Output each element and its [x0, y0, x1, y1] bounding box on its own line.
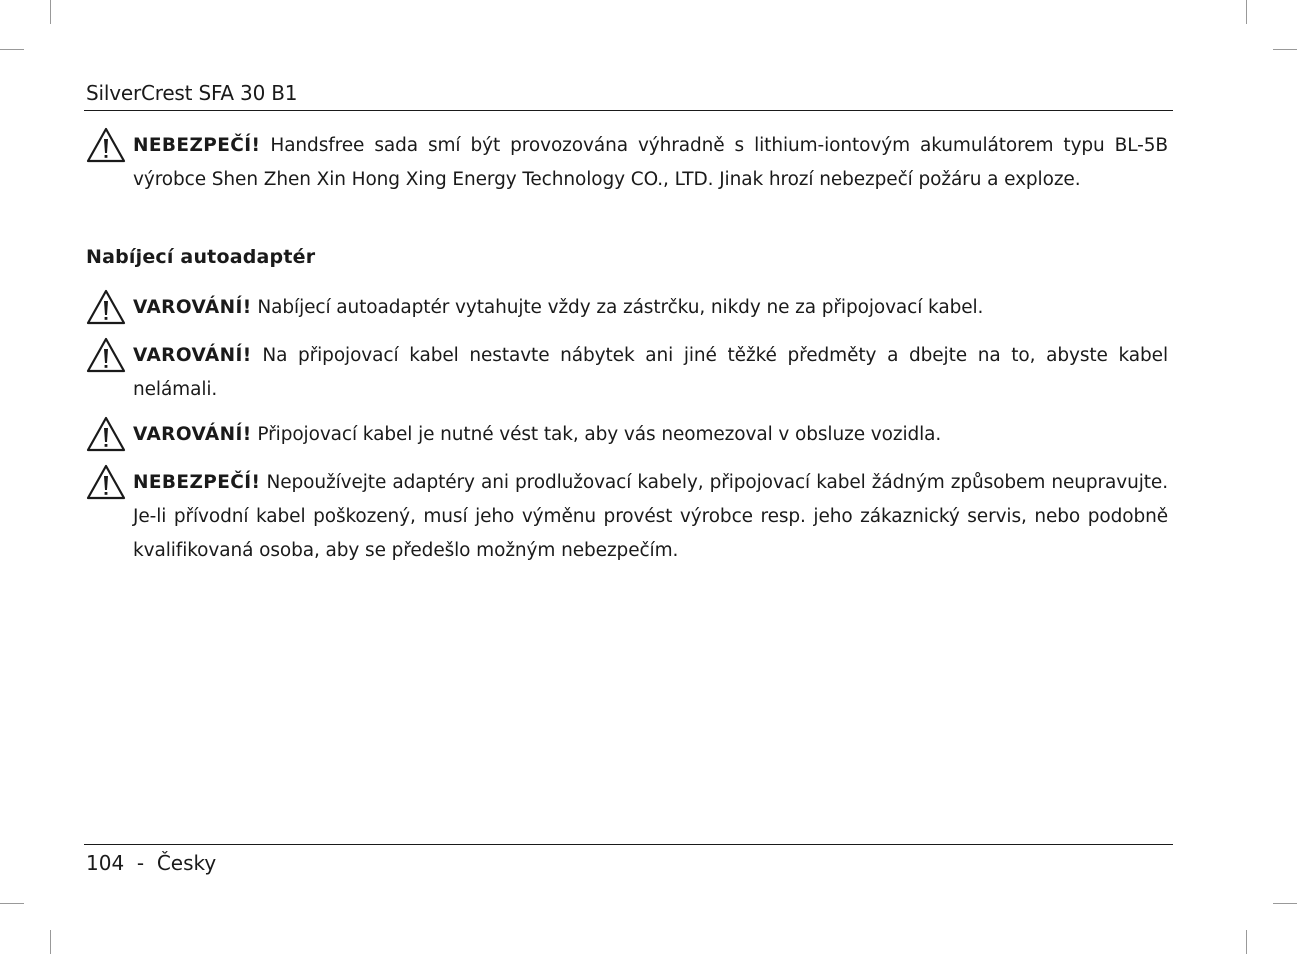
warning-text: [133, 129, 1168, 197]
warning-body: Na připojovací kabel nestavte nábytek ani jiné těžké předměty a dbejte na to, abyste kabel nelámali.: [133, 345, 1168, 400]
warning-text: [133, 339, 1168, 407]
warning-triangle-icon: [86, 289, 126, 325]
warning-block: [86, 466, 1168, 568]
crop-mark: [50, 0, 51, 24]
crop-mark: [1273, 903, 1297, 904]
warning-block: [86, 291, 1168, 325]
crop-mark: [0, 903, 24, 904]
warning-text: [133, 418, 1168, 452]
warning-triangle-icon: [86, 127, 126, 163]
warning-block: [86, 129, 1168, 197]
warning-triangle-icon: [86, 416, 126, 452]
warning-keyword: NEBEZPEČÍ!: [133, 472, 261, 493]
warning-keyword: VAROVÁNÍ!: [133, 424, 252, 445]
warning-triangle-icon: [86, 464, 126, 500]
warning-block: [86, 418, 1168, 452]
warning-text: [133, 291, 1168, 325]
warning-triangle-icon: [86, 337, 126, 373]
warning-text: [133, 466, 1168, 568]
section-heading: Nabíjecí autoadaptér: [86, 246, 316, 268]
crop-mark: [50, 930, 51, 954]
crop-mark: [1246, 0, 1247, 24]
crop-mark: [0, 49, 24, 50]
warning-keyword: VAROVÁNÍ!: [133, 297, 252, 318]
warning-block: [86, 339, 1168, 407]
warning-body: Handsfree sada smí být provozována výhradně s lithium-iontovým akumulátorem typu BL-5B výrobce Shen Zhen Xin Hong Xing Energy Technology CO., LTD. Jinak hrozí nebezpečí požáru a exploze.: [133, 135, 1168, 190]
header-rule: [84, 110, 1173, 111]
header-title: SilverCrest SFA 30 B1: [86, 81, 298, 105]
crop-mark: [1273, 49, 1297, 50]
crop-mark: [1246, 930, 1247, 954]
warning-keyword: VAROVÁNÍ!: [133, 345, 252, 366]
warning-keyword: NEBEZPEČÍ!: [133, 135, 261, 156]
page-number: 104 - Česky: [86, 851, 217, 875]
warning-body: Nepoužívejte adaptéry ani prodlužovací kabely, připojovací kabel žádným způsobem neupravujte. Je-li přívodní kabel poškozený, musí jeho výměnu provést výrobce resp. jeho zákaznický servis, nebo podobně kvalifikovaná osoba, aby se předešlo možným nebezpečím.: [133, 472, 1168, 561]
warning-body: Nabíjecí autoadaptér vytahujte vždy za zástrčku, nikdy ne za připojovací kabel.: [251, 297, 984, 318]
warning-body: Připojovací kabel je nutné vést tak, aby vás neomezoval v obsluze vozidla.: [251, 424, 942, 445]
footer-rule: [84, 844, 1173, 845]
